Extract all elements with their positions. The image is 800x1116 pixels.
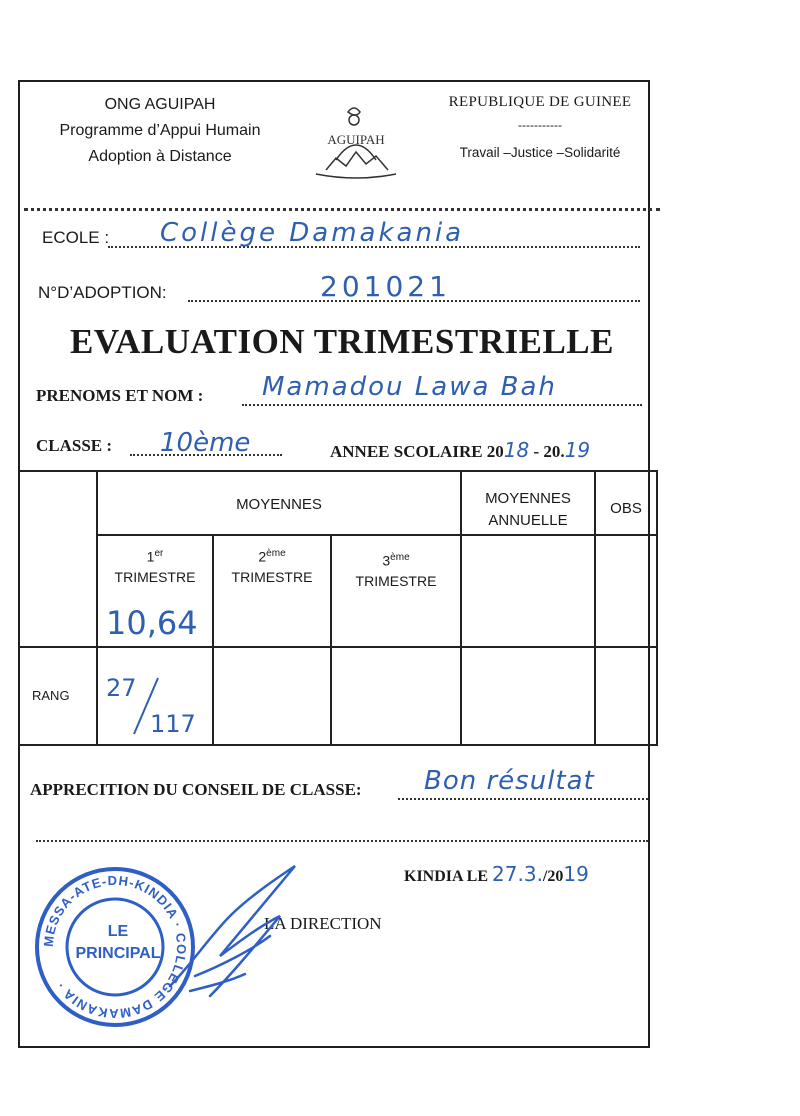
tri3-sup: ème bbox=[390, 552, 410, 563]
annee-scolaire bbox=[330, 438, 590, 462]
stamp-ring-text: MESSA-ATE-DH-KINDIA · COLLEGE DAMAKANIA · bbox=[40, 872, 190, 1022]
appreciation-dotline-2 bbox=[36, 840, 648, 842]
trimestre-1-value: 10,64 bbox=[106, 604, 198, 642]
document-title: EVALUATION TRIMESTRIELLE bbox=[70, 322, 614, 361]
rang-label: RANG bbox=[32, 688, 70, 703]
obs-header: OBS bbox=[610, 500, 642, 517]
classe-value: 10ème bbox=[160, 428, 251, 458]
tri2-label: TRIMESTRE bbox=[231, 568, 313, 585]
annee-sep: - 20. bbox=[529, 442, 565, 461]
republic-dashes: ----------- bbox=[518, 118, 562, 132]
trimestre-1-header bbox=[98, 544, 212, 587]
kindia-label: KINDIA LE bbox=[404, 868, 489, 885]
tri2-num: 2 bbox=[258, 548, 267, 565]
ecole-value: Collège Damakania bbox=[160, 218, 465, 248]
org-adoption: Adoption à Distance bbox=[88, 148, 232, 165]
aguipah-logo bbox=[296, 100, 416, 180]
table-bottom-border bbox=[18, 744, 658, 746]
header-separator bbox=[24, 208, 660, 211]
annuelle-line-2: ANNUELLE bbox=[488, 512, 568, 529]
republic-block bbox=[420, 94, 660, 160]
tri1-sup: er bbox=[154, 548, 164, 559]
stamp-center-2: PRINCIPAL bbox=[75, 945, 161, 962]
table-right-border bbox=[656, 470, 658, 746]
name-label: PRENOMS ET NOM : bbox=[36, 386, 204, 405]
logo-text: AGUIPAH bbox=[327, 132, 385, 147]
table-subheader-line bbox=[96, 534, 658, 536]
republic-motto: Travail –Justice –Solidarité bbox=[459, 145, 621, 160]
organization-block bbox=[20, 92, 300, 170]
direction-label: LA DIRECTION bbox=[264, 914, 382, 933]
adoption-label: N°D’ADOPTION: bbox=[38, 283, 167, 302]
rang-denominator: 117 bbox=[150, 710, 196, 738]
moyennes-header: MOYENNES bbox=[236, 496, 322, 513]
annuelle-line-1: MOYENNES bbox=[485, 490, 571, 507]
ecole-label: ECOLE : bbox=[42, 228, 110, 247]
table-row-line bbox=[18, 646, 658, 648]
tri1-label: TRIMESTRE bbox=[114, 568, 196, 585]
annee-start: 18 bbox=[503, 438, 530, 462]
trimestre-3-header bbox=[332, 548, 460, 591]
appreciation-value: Bon résultat bbox=[424, 766, 595, 796]
table-top-border bbox=[18, 470, 658, 472]
name-value: Mamadou Lawa Bah bbox=[262, 372, 557, 402]
signature bbox=[150, 856, 310, 1006]
name-dotline bbox=[242, 404, 642, 406]
classe-label: CLASSE : bbox=[36, 436, 113, 455]
appreciation-label: APPRECITION DU CONSEIL DE CLASSE: bbox=[30, 780, 362, 799]
year-value: 19 bbox=[563, 862, 589, 886]
republic-name: REPUBLIQUE DE GUINEE bbox=[448, 94, 632, 110]
stamp-center-1: LE bbox=[107, 923, 129, 940]
tri1-num: 1 bbox=[146, 548, 155, 565]
year-prefix: /20 bbox=[542, 868, 564, 885]
rang-numerator: 27 bbox=[106, 674, 137, 702]
date-value: 27.3. bbox=[492, 862, 543, 886]
annuelle-header bbox=[462, 488, 594, 532]
appreciation-dotline bbox=[398, 798, 648, 800]
adoption-value: 201021 bbox=[320, 270, 451, 303]
annee-end: 19 bbox=[564, 438, 591, 462]
tri3-label: TRIMESTRE bbox=[355, 572, 437, 589]
kindia-date bbox=[404, 862, 589, 886]
tri3-num: 3 bbox=[382, 552, 391, 569]
annee-label: ANNEE SCOLAIRE 20 bbox=[330, 442, 504, 461]
tri2-sup: ème bbox=[266, 548, 286, 559]
org-name: ONG AGUIPAH bbox=[104, 96, 216, 113]
org-programme: Programme d’Appui Humain bbox=[59, 122, 261, 139]
trimestre-2-header bbox=[214, 544, 330, 587]
